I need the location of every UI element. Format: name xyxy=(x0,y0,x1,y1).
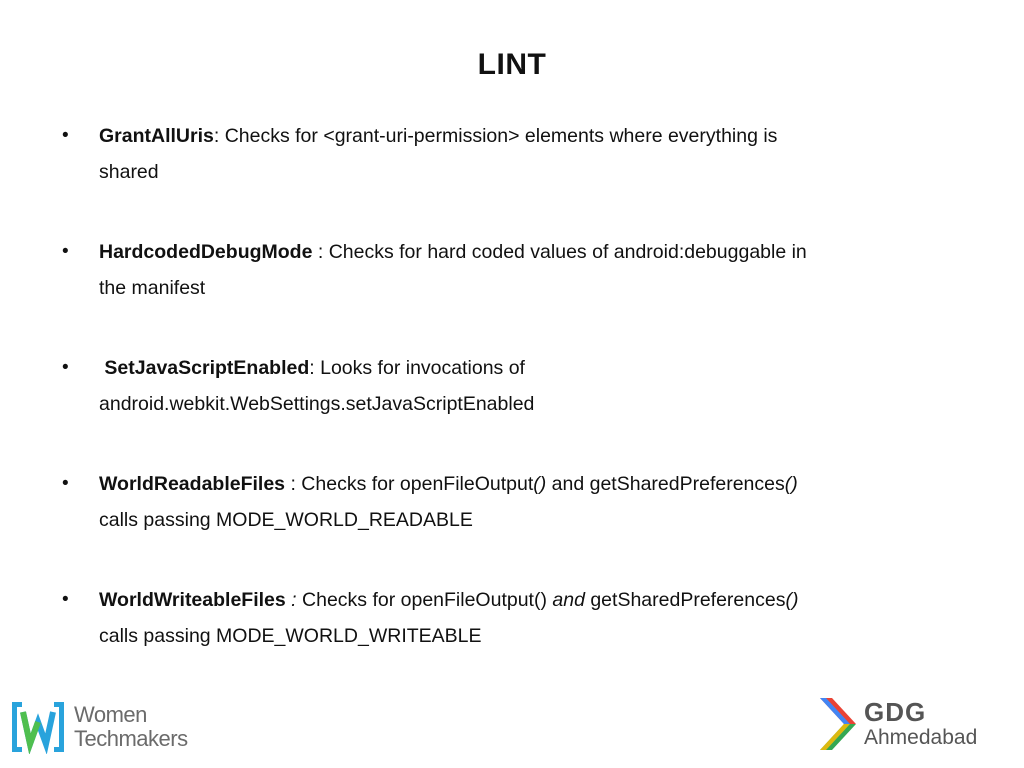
bullet-description-line2: calls passing MODE_WORLD_WRITEABLE xyxy=(99,625,482,647)
gdg-chevron-icon xyxy=(816,694,860,754)
bullet-italic-part: and xyxy=(552,589,585,611)
slide-title: LINT xyxy=(477,48,547,81)
bullet-worldreadablefiles xyxy=(62,466,962,582)
gdg-subtitle: Ahmedabad xyxy=(864,726,978,749)
bullet-description-part: getSharedPreferences xyxy=(584,589,786,611)
bullet-separator: : xyxy=(213,125,225,147)
gdg-logo xyxy=(816,694,1016,758)
bullet-hardcodeddebugmode xyxy=(62,234,962,350)
bullet-dot: • xyxy=(62,125,69,146)
bullet-dot: • xyxy=(62,473,69,494)
women-techmakers-w-icon xyxy=(12,700,64,754)
bullet-italic-part: () xyxy=(784,473,798,495)
bullet-description: Checks for <grant-uri-permission> elements where everything is xyxy=(224,125,778,147)
wtm-line2: Techmakers xyxy=(74,726,188,751)
bullet-description-part: Checks for openFileOutput() xyxy=(302,589,553,611)
bullet-term: SetJavaScriptEnabled xyxy=(104,357,310,379)
bullet-dot: • xyxy=(62,241,69,262)
wtm-line1: Women xyxy=(74,702,147,727)
bullet-separator: : xyxy=(312,241,329,263)
bullet-description: Checks for hard coded values of android:debuggable in xyxy=(328,241,807,263)
women-techmakers-logo xyxy=(12,700,192,758)
bullet-separator: : xyxy=(309,357,321,379)
bullet-term: GrantAllUris xyxy=(99,125,214,147)
bullet-description-line2: calls passing MODE_WORLD_READABLE xyxy=(99,509,473,531)
bullet-term: WorldReadableFiles xyxy=(99,473,286,495)
bullet-separator: : xyxy=(285,473,302,495)
gdg-title: GDG xyxy=(864,697,927,727)
bullet-term: HardcodedDebugMode xyxy=(99,241,313,263)
bullet-dot: • xyxy=(62,357,69,378)
bullet-description-part: and getSharedPreferences xyxy=(546,473,785,495)
bullet-dot: • xyxy=(62,589,69,610)
bullet-italic-part: () xyxy=(533,473,547,495)
bullet-description-line2: shared xyxy=(99,161,159,183)
bullet-grantalluris xyxy=(62,118,962,234)
bullet-description-line2: android.webkit.WebSettings.setJavaScriptEnabled xyxy=(99,393,535,415)
bullet-description-part: Checks for openFileOutput xyxy=(301,473,534,495)
bullet-list xyxy=(62,118,962,698)
bullet-worldwriteablefiles xyxy=(62,582,962,698)
bullet-description: Looks for invocations of xyxy=(320,357,525,379)
bullet-separator: : xyxy=(285,589,303,611)
bullet-setjavascriptenabled xyxy=(62,350,962,466)
women-techmakers-wordmark xyxy=(74,703,188,751)
bullet-term: WorldWriteableFiles xyxy=(99,589,286,611)
bullet-italic-part: () xyxy=(785,589,799,611)
bullet-description-line2: the manifest xyxy=(99,277,206,299)
